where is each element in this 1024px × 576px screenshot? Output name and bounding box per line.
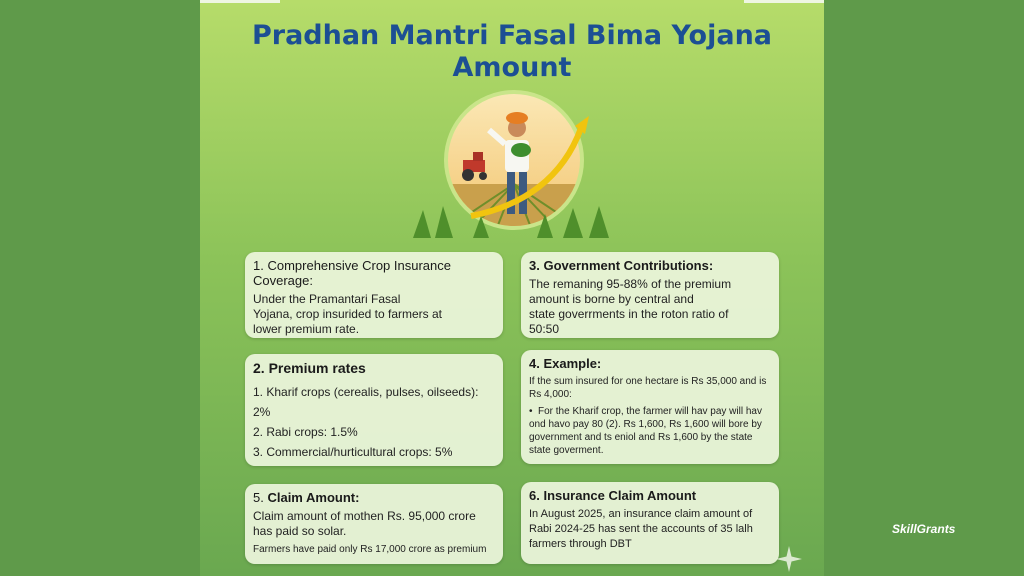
card-example-intro-2: Rs 4,000: <box>529 389 572 400</box>
card-coverage-line-3: lower premium rate. <box>253 322 360 336</box>
top-divider-right <box>744 0 824 3</box>
card-claim-heading <box>253 490 495 505</box>
page-title <box>200 20 824 84</box>
card-claim <box>245 484 503 564</box>
card-example-heading: 4. Example: <box>529 356 602 371</box>
premium-item-1: 1. Kharif crops (cerealis, pulses, oilseeds): 2% <box>253 385 479 419</box>
card-example-bullet-4: state goverment. <box>529 445 604 456</box>
premium-item-3: 3. Commercial/hurticultural crops: 5% <box>253 445 453 459</box>
brand-watermark: SkillGrants <box>892 522 956 536</box>
title-line-1: Pradhan Mantri Fasal Bima Yojana <box>251 20 773 51</box>
card-government-line-2: amount is borne by central and <box>529 292 694 306</box>
card-government-line-1: The remaning 95-88% of the premium <box>529 277 732 291</box>
card-insurance-claim-heading: 6. Insurance Claim Amount <box>529 488 697 503</box>
card-claim-heading-text: Claim Amount: <box>267 490 360 505</box>
farmer-field-illustration <box>413 88 615 238</box>
card-government-line-3: state goverrments in the roton ratio of <box>529 307 729 321</box>
title-line-2: Amount <box>452 52 572 83</box>
card-claim-line-2: has paid so solar. <box>253 524 347 538</box>
card-insurance-claim-line-2: Rabi 2024-25 has sent the accounts of 35 lalh <box>529 523 753 535</box>
card-coverage-heading: 1. Comprehensive Crop Insurance Coverage: <box>253 258 451 288</box>
card-coverage-line-2: Yojana, crop insurided to farmers at <box>253 307 442 321</box>
card-example <box>521 350 779 464</box>
card-government-heading: 3. Government Contributions: <box>529 258 714 273</box>
card-government-line-4: 50:50 <box>529 322 560 336</box>
card-example-bullet-1: • For the Kharif crop, the farmer will hav pay will hav <box>529 405 771 418</box>
card-example-bullet-3: government and ts eniol and Rs 1,600 by the state <box>529 432 753 443</box>
card-insurance-claim-line-1: In August 2025, an insurance claim amount of <box>529 508 753 520</box>
premium-list <box>253 382 495 462</box>
card-premium-heading: 2. Premium rates <box>253 360 366 376</box>
card-coverage <box>245 252 503 338</box>
card-coverage-line-1: Under the Pramantari Fasal <box>253 292 401 306</box>
premium-item-2: 2. Rabi crops: 1.5% <box>253 425 358 439</box>
card-claim-line-1: Claim amount of mothen Rs. 95,000 crore <box>253 509 476 523</box>
poster <box>200 0 824 576</box>
sparkle-icon <box>776 546 802 572</box>
card-premium <box>245 354 503 466</box>
card-insurance-claim <box>521 482 779 564</box>
card-example-intro-1: If the sum insured for one hectare is Rs 35,000 and is <box>529 376 767 387</box>
card-claim-note: Farmers have paid only Rs 17,000 crore as premium <box>253 544 487 555</box>
card-government <box>521 252 779 338</box>
top-divider-left <box>200 0 280 3</box>
card-claim-heading-number: 5. <box>253 490 268 505</box>
card-insurance-claim-line-3: farmers through DBT <box>529 538 632 550</box>
card-example-bullet-2: ond havo pay 80 (2). Rs 1,600, Rs 1,600 will bore by <box>529 419 762 430</box>
